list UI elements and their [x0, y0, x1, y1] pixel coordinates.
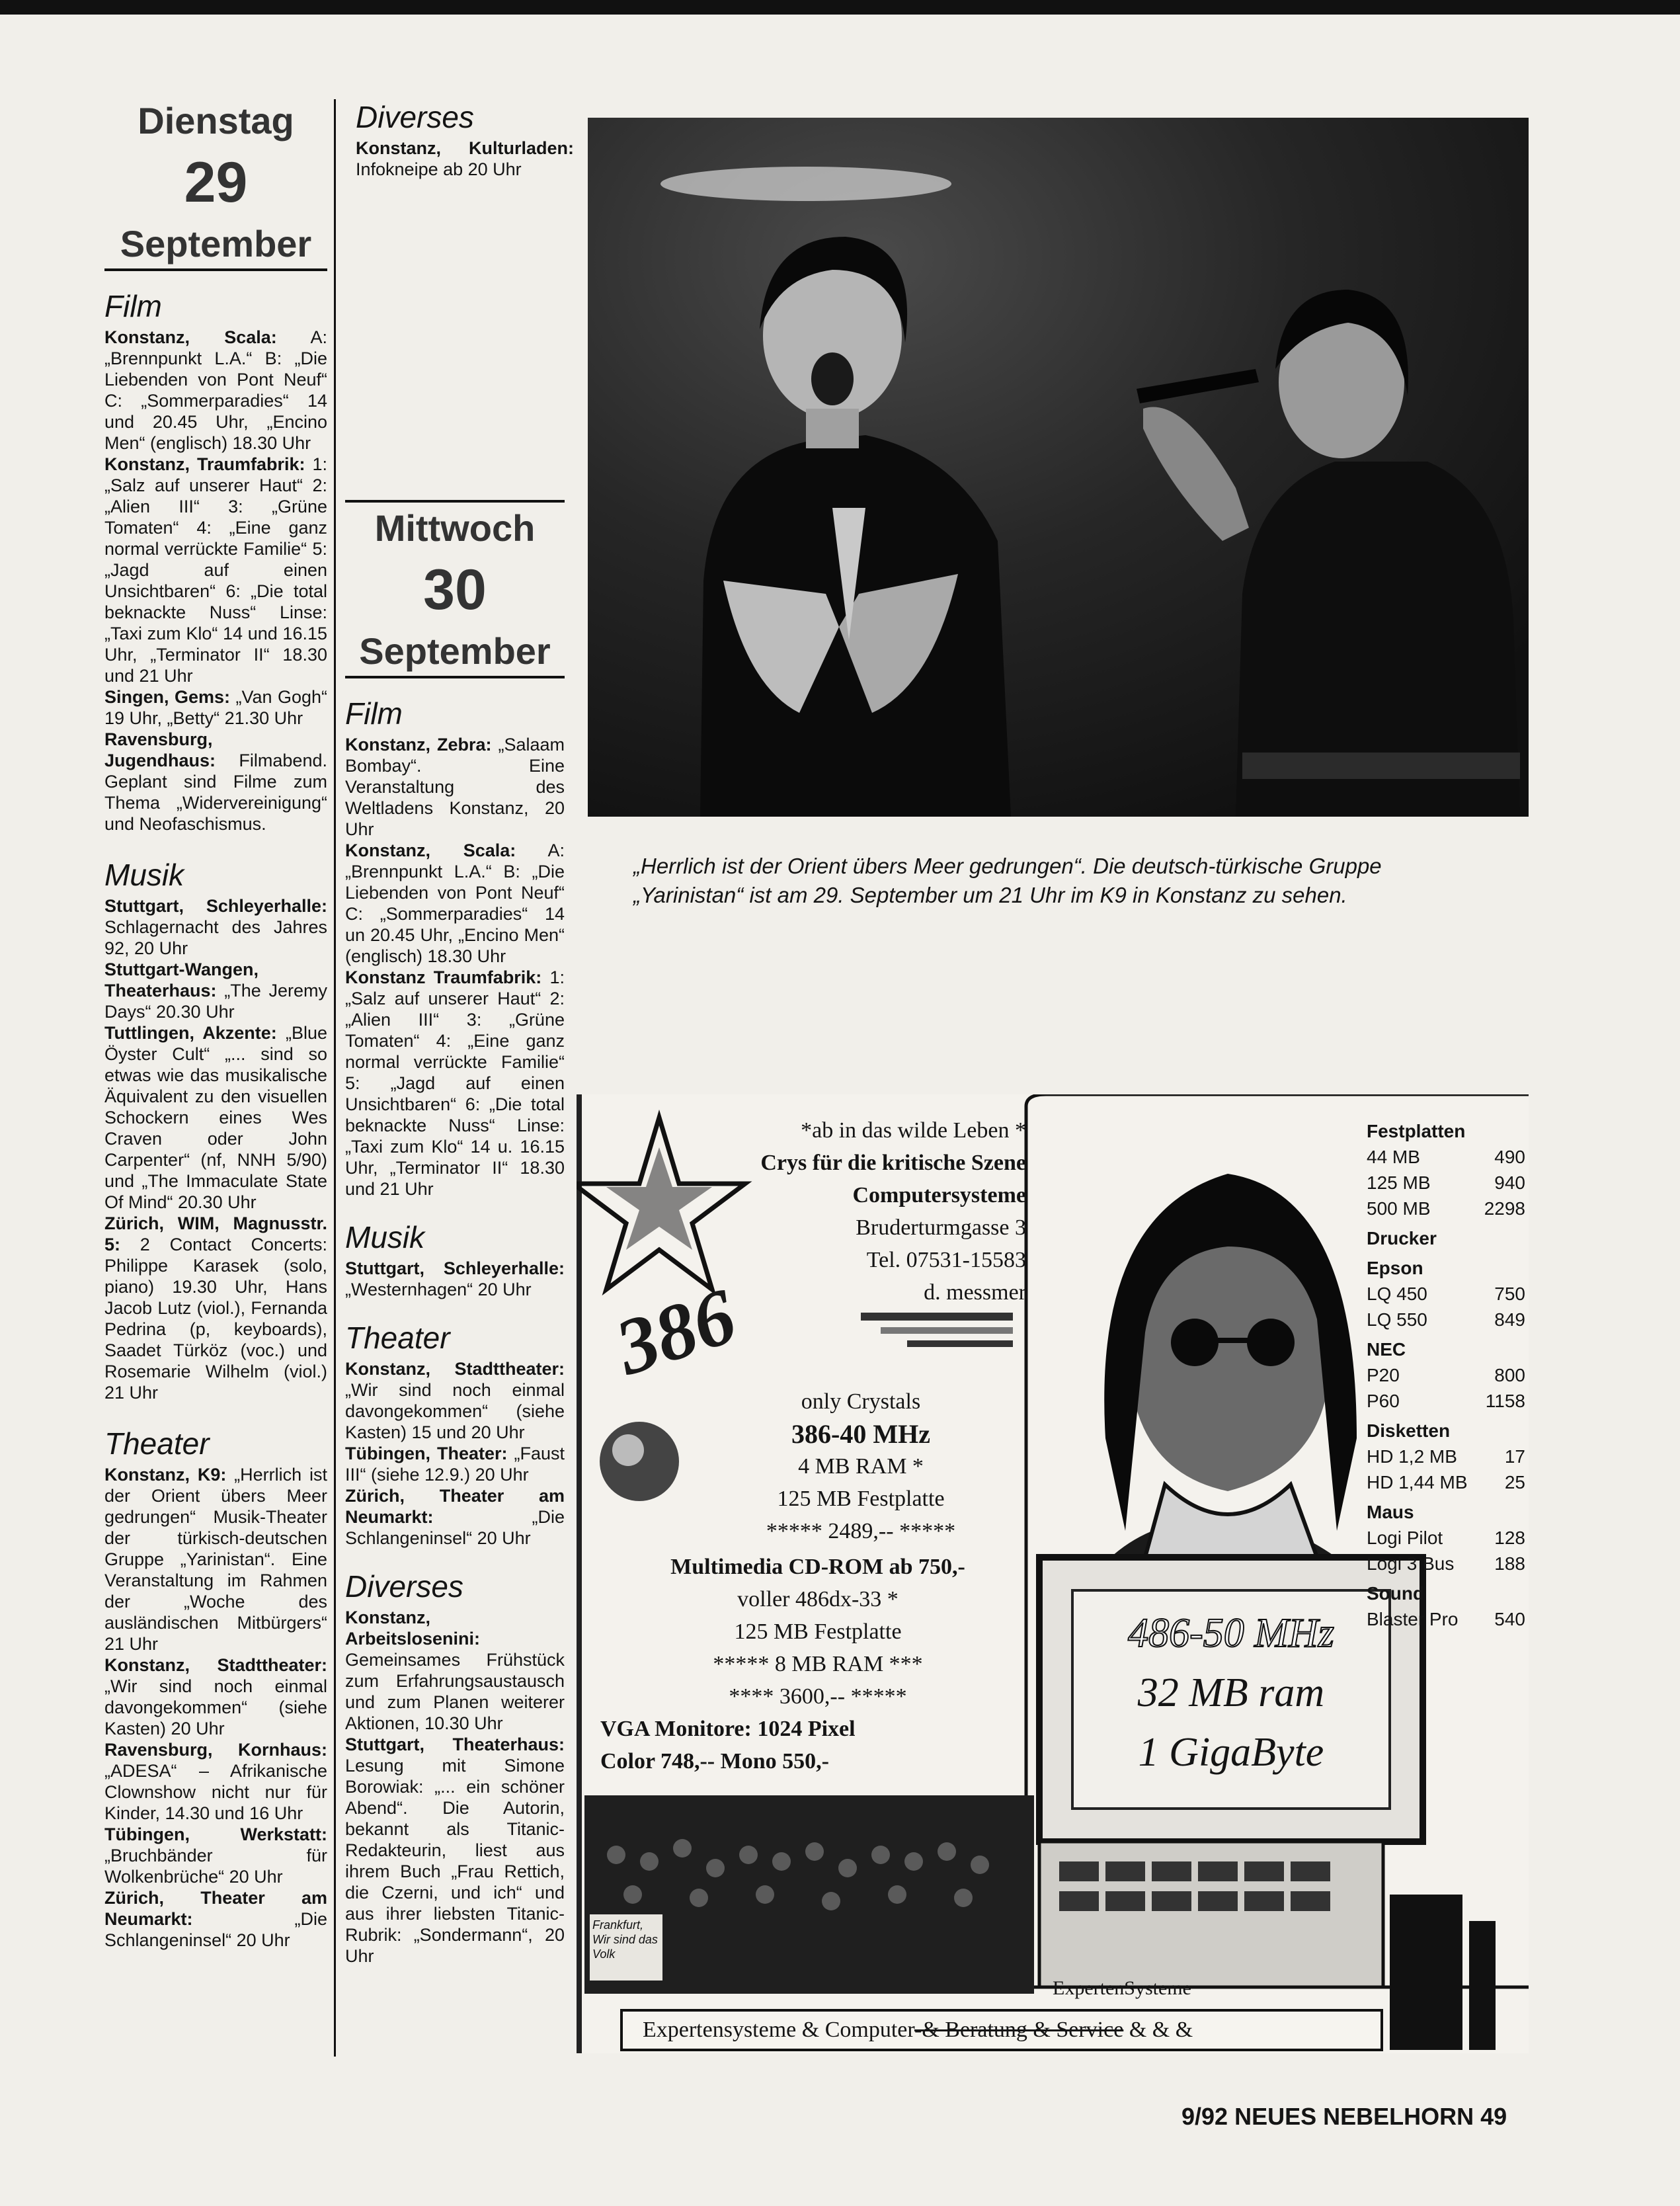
offer-price: ***** 2489,-- *****	[766, 1519, 956, 1543]
listing-entry	[104, 454, 327, 686]
event-details: „Die Schlangeninsel“ 20 Uhr	[104, 1909, 327, 1950]
price-heading: Epson	[1367, 1258, 1423, 1278]
ad-offer-486	[623, 1551, 1013, 1713]
venue-name: Stuttgart, Theaterhaus:	[345, 1735, 565, 1754]
event-details: „Van Gogh“ 19 Uhr, „Betty“ 21.30 Uhr	[104, 687, 327, 728]
listing-group-music	[345, 1258, 565, 1300]
price-value: 800	[1494, 1365, 1525, 1385]
event-details: Lesung mit Simone Borowiak: „... ein schöner Abend“. Die Autorin, bekannt als Titanic-Redakteurin, liest aus ihrem Buch „Frau Rettich, die Czerni, und ich“ und aus ihrer liebsten Titanic-Rubrik: „Sondermann“, 20 Uhr	[345, 1756, 565, 1966]
section-heading-film: Film	[345, 696, 403, 731]
month: September	[345, 630, 565, 678]
price-row	[1367, 1196, 1525, 1221]
price-value: 17	[1504, 1446, 1525, 1467]
price-item: LQ 450	[1367, 1284, 1427, 1304]
monitor-prices: Color 748,-- Mono 550,-	[600, 1749, 829, 1774]
price-item: Blaster Pro	[1367, 1609, 1459, 1629]
month: September	[104, 222, 327, 271]
listing-group-misc	[356, 138, 574, 180]
offer-ram: 4 MB RAM *	[798, 1454, 924, 1479]
listing-entry	[104, 1022, 327, 1213]
ad-monitors	[600, 1713, 1023, 1777]
listing-entry	[345, 1607, 565, 1734]
venue-name: Konstanz, K9:	[104, 1465, 227, 1485]
band-photo-illustration	[588, 118, 1529, 817]
price-row	[1367, 1281, 1525, 1307]
price-value: 849	[1494, 1309, 1525, 1330]
listing-entry	[345, 734, 565, 840]
ad-price-list	[1367, 1114, 1525, 1632]
offer-ram: ***** 8 MB RAM ***	[713, 1652, 923, 1676]
logo-386: 386	[605, 1271, 746, 1392]
price-value: 1158	[1485, 1391, 1525, 1411]
section-heading-film: Film	[104, 289, 162, 323]
event-details: „Bruchbänder für Wolkenbrüche“ 20 Uhr	[104, 1846, 327, 1887]
monitor-screen-text	[1076, 1604, 1386, 1782]
section-heading-music: Musik	[104, 858, 184, 892]
banner-part-struck: -& Beratung & Service	[914, 2018, 1124, 2042]
event-details: 2 Contact Concerts: Philippe Karasek (solo, piano) 19.30 Uhr, Hans Jacob Lutz (viol.), Fernanda Pedrina (p, keyboards), Saadet Türköz (voc.) und Rosemarie Wilhelm (viol.) 21 Uhr	[104, 1235, 327, 1403]
price-row	[1367, 1444, 1525, 1469]
price-value: 188	[1494, 1553, 1525, 1574]
tuesday-column	[104, 99, 327, 1951]
listing-entry	[356, 138, 574, 180]
keyboard-label: ExpertenSysteme	[1053, 1977, 1191, 1999]
day-number: 30	[423, 558, 487, 622]
screen-line: 1 GigaByte	[1138, 1730, 1324, 1775]
ad-address-block	[709, 1114, 1026, 1309]
price-heading: NEC	[1367, 1339, 1406, 1360]
listing-entry	[345, 1358, 565, 1443]
listing-entry	[345, 1485, 565, 1549]
offer-cpu: 386-40 MHz	[791, 1419, 930, 1449]
tuesday-date-box	[104, 99, 327, 271]
price-row	[1367, 1551, 1525, 1576]
price-item: Logi Pilot	[1367, 1528, 1443, 1548]
price-item: HD 1,2 MB	[1367, 1446, 1457, 1467]
price-item: 125 MB	[1367, 1172, 1431, 1193]
screen-line: 486-50 MHz	[1128, 1611, 1334, 1656]
banner-part: & & &	[1123, 2018, 1193, 2042]
price-row	[1367, 1469, 1525, 1495]
price-heading: Maus	[1367, 1502, 1414, 1522]
poster-sign: Frankfurt, Wir sind das Volk	[592, 1918, 658, 1961]
price-item: P60	[1367, 1391, 1400, 1411]
listing-group-theater	[104, 1464, 327, 1951]
event-details: Gemeinsames Frühstück zum Erfahrungsaustausch und zum Planen weiterer Aktionen, 10.30 Uhr	[345, 1650, 565, 1733]
computer-advertisement	[577, 1094, 1529, 2053]
tuesday-misc-column	[356, 99, 574, 180]
ad-company: Computersysteme	[852, 1183, 1026, 1207]
event-details: Schlagernacht des Jahres 92, 20 Uhr	[104, 917, 327, 958]
monitor-info: VGA Monitore: 1024 Pixel	[600, 1717, 856, 1741]
venue-name: Konstanz, Kulturladen:	[356, 138, 574, 158]
venue-name: Ravensburg, Kornhaus:	[104, 1740, 327, 1760]
column-divider	[334, 99, 336, 2057]
wednesday-column	[345, 500, 565, 1967]
event-details: „Herrlich ist der Orient übers Meer gedrungen“ Musik-Theater der türkisch-deutschen Gruppe „Yarinistan“. Eine Veranstaltung im Rahmen der „Woche des ausländischen Mitbürgers“ 21 Uhr	[104, 1465, 327, 1654]
event-details: 1: „Salz auf unserer Haut“ 2: „Alien III“ 3: „Grüne Tomaten“ 4: „Eine ganz normal verrückte Familie“ 5: „Jagd auf einen Unsichtbaren“ 6: „Die total beknackte Nuss“ Linse: „Taxi zum Klo“ 14 und 16.15 Uhr, „Terminator II“ 18.30 und 21 Uhr	[104, 454, 327, 686]
event-details: Filmabend. Geplant sind Filme zum Thema „Widervereinigung“ und Neofaschismus.	[104, 751, 327, 834]
price-item: Logi 3 Bus	[1367, 1553, 1455, 1574]
venue-name: Tübingen, Werkstatt:	[104, 1824, 327, 1844]
listing-entry	[345, 840, 565, 967]
venue-name: Zürich, WIM, Magnusstr. 5:	[104, 1213, 327, 1254]
caption-line: „Herrlich ist der Orient übers Meer gedrungen“. Die deutsch-türkische Gruppe	[633, 854, 1382, 878]
event-details: „Faust III“ (siehe 12.9.) 20 Uhr	[345, 1444, 565, 1485]
price-item: P20	[1367, 1365, 1400, 1385]
price-item: 500 MB	[1367, 1198, 1431, 1219]
venue-name: Konstanz, Scala:	[345, 840, 516, 860]
price-row	[1367, 1388, 1525, 1414]
listing-group-misc	[345, 1607, 565, 1967]
price-value: 128	[1494, 1528, 1525, 1548]
venue-name: Stuttgart, Schleyerhalle:	[104, 896, 327, 916]
listing-group-film	[345, 734, 565, 1200]
section-heading-misc: Diverses	[345, 1569, 463, 1604]
listing-entry	[345, 967, 565, 1200]
price-row	[1367, 1362, 1525, 1388]
listing-entry	[104, 1739, 327, 1824]
offer-intro: only Crystals	[801, 1389, 921, 1414]
venue-name: Zürich, Theater am Neumarkt:	[345, 1486, 565, 1527]
wednesday-date-box	[345, 500, 565, 678]
ad-phone: Tel. 07531-15583	[866, 1248, 1026, 1272]
venue-name: Ravensburg, Jugendhaus:	[104, 729, 216, 770]
offer-disk: 125 MB Festplatte	[777, 1487, 945, 1511]
event-details: „Wir sind noch einmal davongekommen“ (siehe Kasten) 15 und 20 Uhr	[345, 1380, 565, 1442]
venue-name: Singen, Gems:	[104, 687, 230, 707]
section-heading-theater: Theater	[345, 1321, 450, 1355]
venue-name: Konstanz Traumfabrik:	[345, 967, 542, 987]
page-footer: 9/92 NEUES NEBELHORN 49	[1181, 2103, 1507, 2130]
ad-street: Bruderturmgasse 3	[856, 1215, 1026, 1240]
photo-caption	[633, 852, 1493, 910]
listing-entry	[104, 895, 327, 959]
ad-bottom-banner	[643, 2016, 1193, 2045]
ad-tagline: *ab in das wilde Leben *	[801, 1118, 1026, 1143]
listing-entry	[104, 1654, 327, 1739]
event-details: 1: „Salz auf unserer Haut“ 2: „Alien III“ 3: „Grüne Tomaten“ 4: „Eine ganz normal verrückte Familie“ 5: „Jagd auf einen Unsichtbaren“ 6: „Die total beknackte Nuss“ Linse: „Taxi zum Klo“ 14 u. 16.15 Uhr, „Terminator II“ 18.30 und 21 Uhr	[345, 967, 565, 1199]
screen-line: 32 MB ram	[1137, 1670, 1325, 1715]
price-row	[1367, 1307, 1525, 1332]
band-photo	[588, 118, 1529, 817]
banner-part: Expertensysteme & Computer	[643, 2018, 915, 2042]
price-value: 750	[1494, 1284, 1525, 1304]
listing-entry	[345, 1734, 565, 1967]
venue-name: Stuttgart-Wangen, Theaterhaus:	[104, 960, 259, 1001]
event-details: „Westernhagen“ 20 Uhr	[345, 1280, 532, 1299]
price-value: 25	[1504, 1472, 1525, 1492]
venue-name: Konstanz, Zebra:	[345, 735, 492, 755]
event-details: „The Jeremy Days“ 20.30 Uhr	[104, 981, 327, 1022]
price-row	[1367, 1606, 1525, 1632]
day-number: 29	[184, 151, 248, 214]
price-value: 540	[1494, 1609, 1525, 1629]
venue-name: Stuttgart, Schleyerhalle:	[345, 1258, 565, 1278]
price-heading: Festplatten	[1367, 1121, 1466, 1141]
listing-entry	[104, 686, 327, 729]
event-details: Infokneipe ab 20 Uhr	[356, 159, 522, 179]
section-heading-music: Musik	[345, 1220, 425, 1254]
event-details: „Blue Öyster Cult“ „... sind so etwas wie das musikalische Äquivalent zu den visuellen Schockern eines Wes Craven oder John Carpenter“ (nf, NNH 5/90) und „The Immaculate State Of Mind“ 20.30 Uhr	[104, 1023, 327, 1212]
price-row	[1367, 1525, 1525, 1551]
venue-name: Tuttlingen, Akzente:	[104, 1023, 277, 1043]
scan-top-edge	[0, 0, 1680, 15]
ad-subline: Crys für die kritische Szene	[760, 1151, 1026, 1175]
section-heading-misc: Diverses	[356, 100, 474, 134]
event-details: „Salaam Bombay“. Eine Veranstaltung des Weltladens Konstanz, 20 Uhr	[345, 735, 565, 839]
venue-name: Zürich, Theater am Neumarkt:	[104, 1888, 327, 1929]
price-value: 940	[1494, 1172, 1525, 1193]
venue-name: Konstanz, Stadttheater:	[345, 1359, 565, 1379]
price-row	[1367, 1144, 1525, 1170]
listing-group-music	[104, 895, 327, 1403]
listing-entry	[104, 1213, 327, 1403]
offer-cpu: voller 486dx-33 *	[737, 1587, 899, 1612]
venue-name: Konstanz, Arbeitslosenini:	[345, 1608, 481, 1649]
listing-entry	[104, 1887, 327, 1951]
listing-entry	[345, 1258, 565, 1300]
listing-group-theater	[345, 1358, 565, 1549]
ad-offer-386	[689, 1385, 1033, 1547]
price-value: 490	[1494, 1147, 1525, 1167]
weekday: Mittwoch	[374, 507, 536, 549]
listing-entry	[104, 729, 327, 835]
price-heading: Disketten	[1367, 1420, 1451, 1441]
event-details: A: „Brennpunkt L.A.“ B: „Die Liebenden von Pont Neuf“ C: „Sommerparadies“ 14 und 20.45 Uhr, „Encino Men“ (englisch) 18.30 Uhr	[104, 327, 327, 453]
price-item: LQ 550	[1367, 1309, 1427, 1330]
offer-price: **** 3600,-- *****	[729, 1684, 907, 1709]
listing-entry	[345, 1443, 565, 1485]
weekday: Dienstag	[138, 100, 294, 142]
section-heading-theater: Theater	[104, 1426, 210, 1461]
price-item: HD 1,44 MB	[1367, 1472, 1468, 1492]
venue-name: Tübingen, Theater:	[345, 1444, 508, 1463]
offer-cd: Multimedia CD-ROM ab 750,-	[670, 1555, 965, 1579]
listing-entry	[104, 1464, 327, 1654]
ad-owner: d. messmer	[924, 1280, 1026, 1305]
listing-entry	[104, 1824, 327, 1887]
caption-line: „Yarinistan“ ist am 29. September um 21 Uhr im K9 in Konstanz zu sehen.	[633, 883, 1347, 907]
listing-entry	[104, 327, 327, 454]
price-item: 44 MB	[1367, 1147, 1420, 1167]
event-details: A: „Brennpunkt L.A.“ B: „Die Liebenden von Pont Neuf“ C: „Sommerparadies“ 14 un 20.45 Uhr, „Encino Men“ (englisch) 18.30 Uhr	[345, 840, 565, 966]
price-value: 2298	[1484, 1198, 1525, 1219]
listing-entry	[104, 959, 327, 1022]
price-row	[1367, 1170, 1525, 1196]
event-details: „Wir sind noch einmal davongekommen“ (siehe Kasten) 20 Uhr	[104, 1676, 327, 1738]
venue-name: Konstanz, Traumfabrik:	[104, 454, 305, 474]
venue-name: Konstanz, Scala:	[104, 327, 277, 347]
listing-group-film	[104, 327, 327, 835]
venue-name: Konstanz, Stadttheater:	[104, 1655, 327, 1675]
price-heading: Drucker	[1367, 1228, 1437, 1248]
event-details: „ADESA“ – Afrikanische Clownshow nicht nur für Kinder, 14.30 und 16 Uhr	[104, 1761, 327, 1823]
price-heading: Sound	[1367, 1583, 1425, 1604]
offer-disk: 125 MB Festplatte	[734, 1619, 902, 1644]
event-details: „Die Schlangeninsel“ 20 Uhr	[345, 1507, 565, 1548]
